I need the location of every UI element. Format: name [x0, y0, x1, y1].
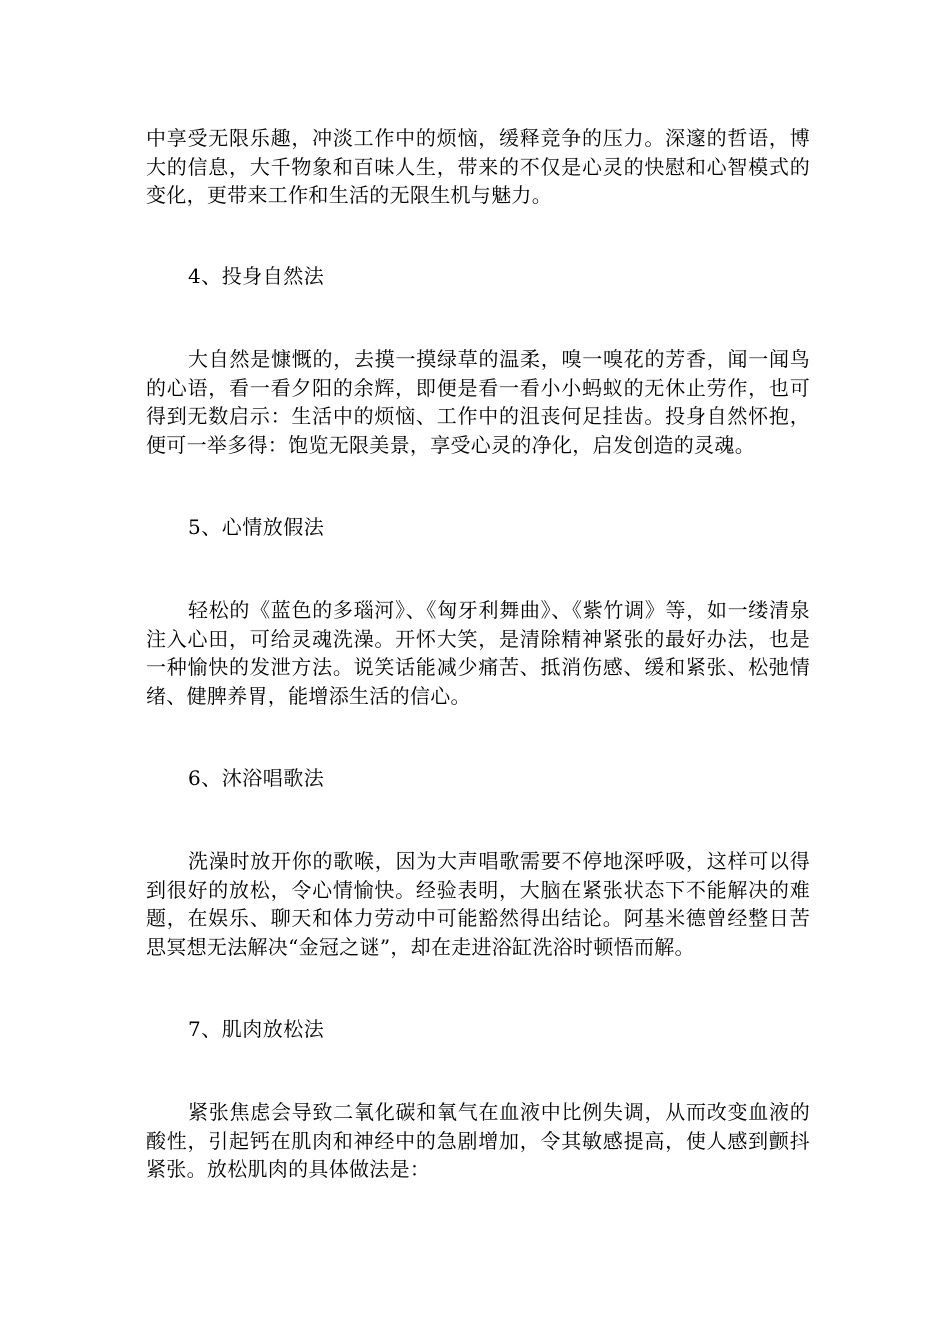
- section-body-7: 紧张焦虑会导致二氧化碳和氧气在血液中比例失调，从而改变血液的酸性，引起钙在肌肉和神经中的急剧增加，令其敏感提高，使人感到颤抖紧张。放松肌肉的具体做法是：: [146, 1100, 810, 1181]
- section-body-6: 洗澡时放开你的歌喉，因为大声唱歌需要不停地深呼吸，这样可以得到很好的放松，令心情愉快。经验表明，大脑在紧张状态下不能解决的难题，在娱乐、聊天和体力劳动中可能豁然得出结论。阿基米德曾经整日苦思冥想无法解决“金冠之谜”，却在走进浴缸洗浴时顿悟而解。: [146, 849, 810, 959]
- section-heading-4: 4、投身自然法: [188, 264, 325, 288]
- section-heading-6: 6、沐浴唱歌法: [188, 766, 325, 790]
- section-heading-7: 7、肌肉放松法: [188, 1017, 325, 1041]
- section-body-4: 大自然是慷慨的，去摸一摸绿草的温柔，嗅一嗅花的芳香，闻一闻鸟的心语，看一看夕阳的余辉，即便是看一看小小蚂蚁的无休止劳作，也可得到无数启示：生活中的烦恼、工作中的沮丧何足挂齿。投身自然怀抱，便可一举多得：饱览无限美景，享受心灵的净化，启发创造的灵魂。: [146, 347, 810, 457]
- section-heading-5: 5、心情放假法: [188, 515, 325, 539]
- section-body-5: 轻松的《蓝色的多瑙河》、《匈牙利舞曲》、《紫竹调》等，如一缕清泉注入心田，可给灵魂洗澡。开怀大笑，是清除精神紧张的最好办法，也是一种愉快的发泄方法。说笑话能减少痛苦、抵消伤感、缓和紧张、松弛情绪、健脾养胃，能增添生活的信心。: [146, 598, 810, 708]
- intro-paragraph: 中享受无限乐趣，冲淡工作中的烦恼，缓释竞争的压力。深邃的哲语，博大的信息，大千物象和百味人生，带来的不仅是心灵的快慰和心智模式的变化，更带来工作和生活的无限生机与魅力。: [146, 126, 810, 207]
